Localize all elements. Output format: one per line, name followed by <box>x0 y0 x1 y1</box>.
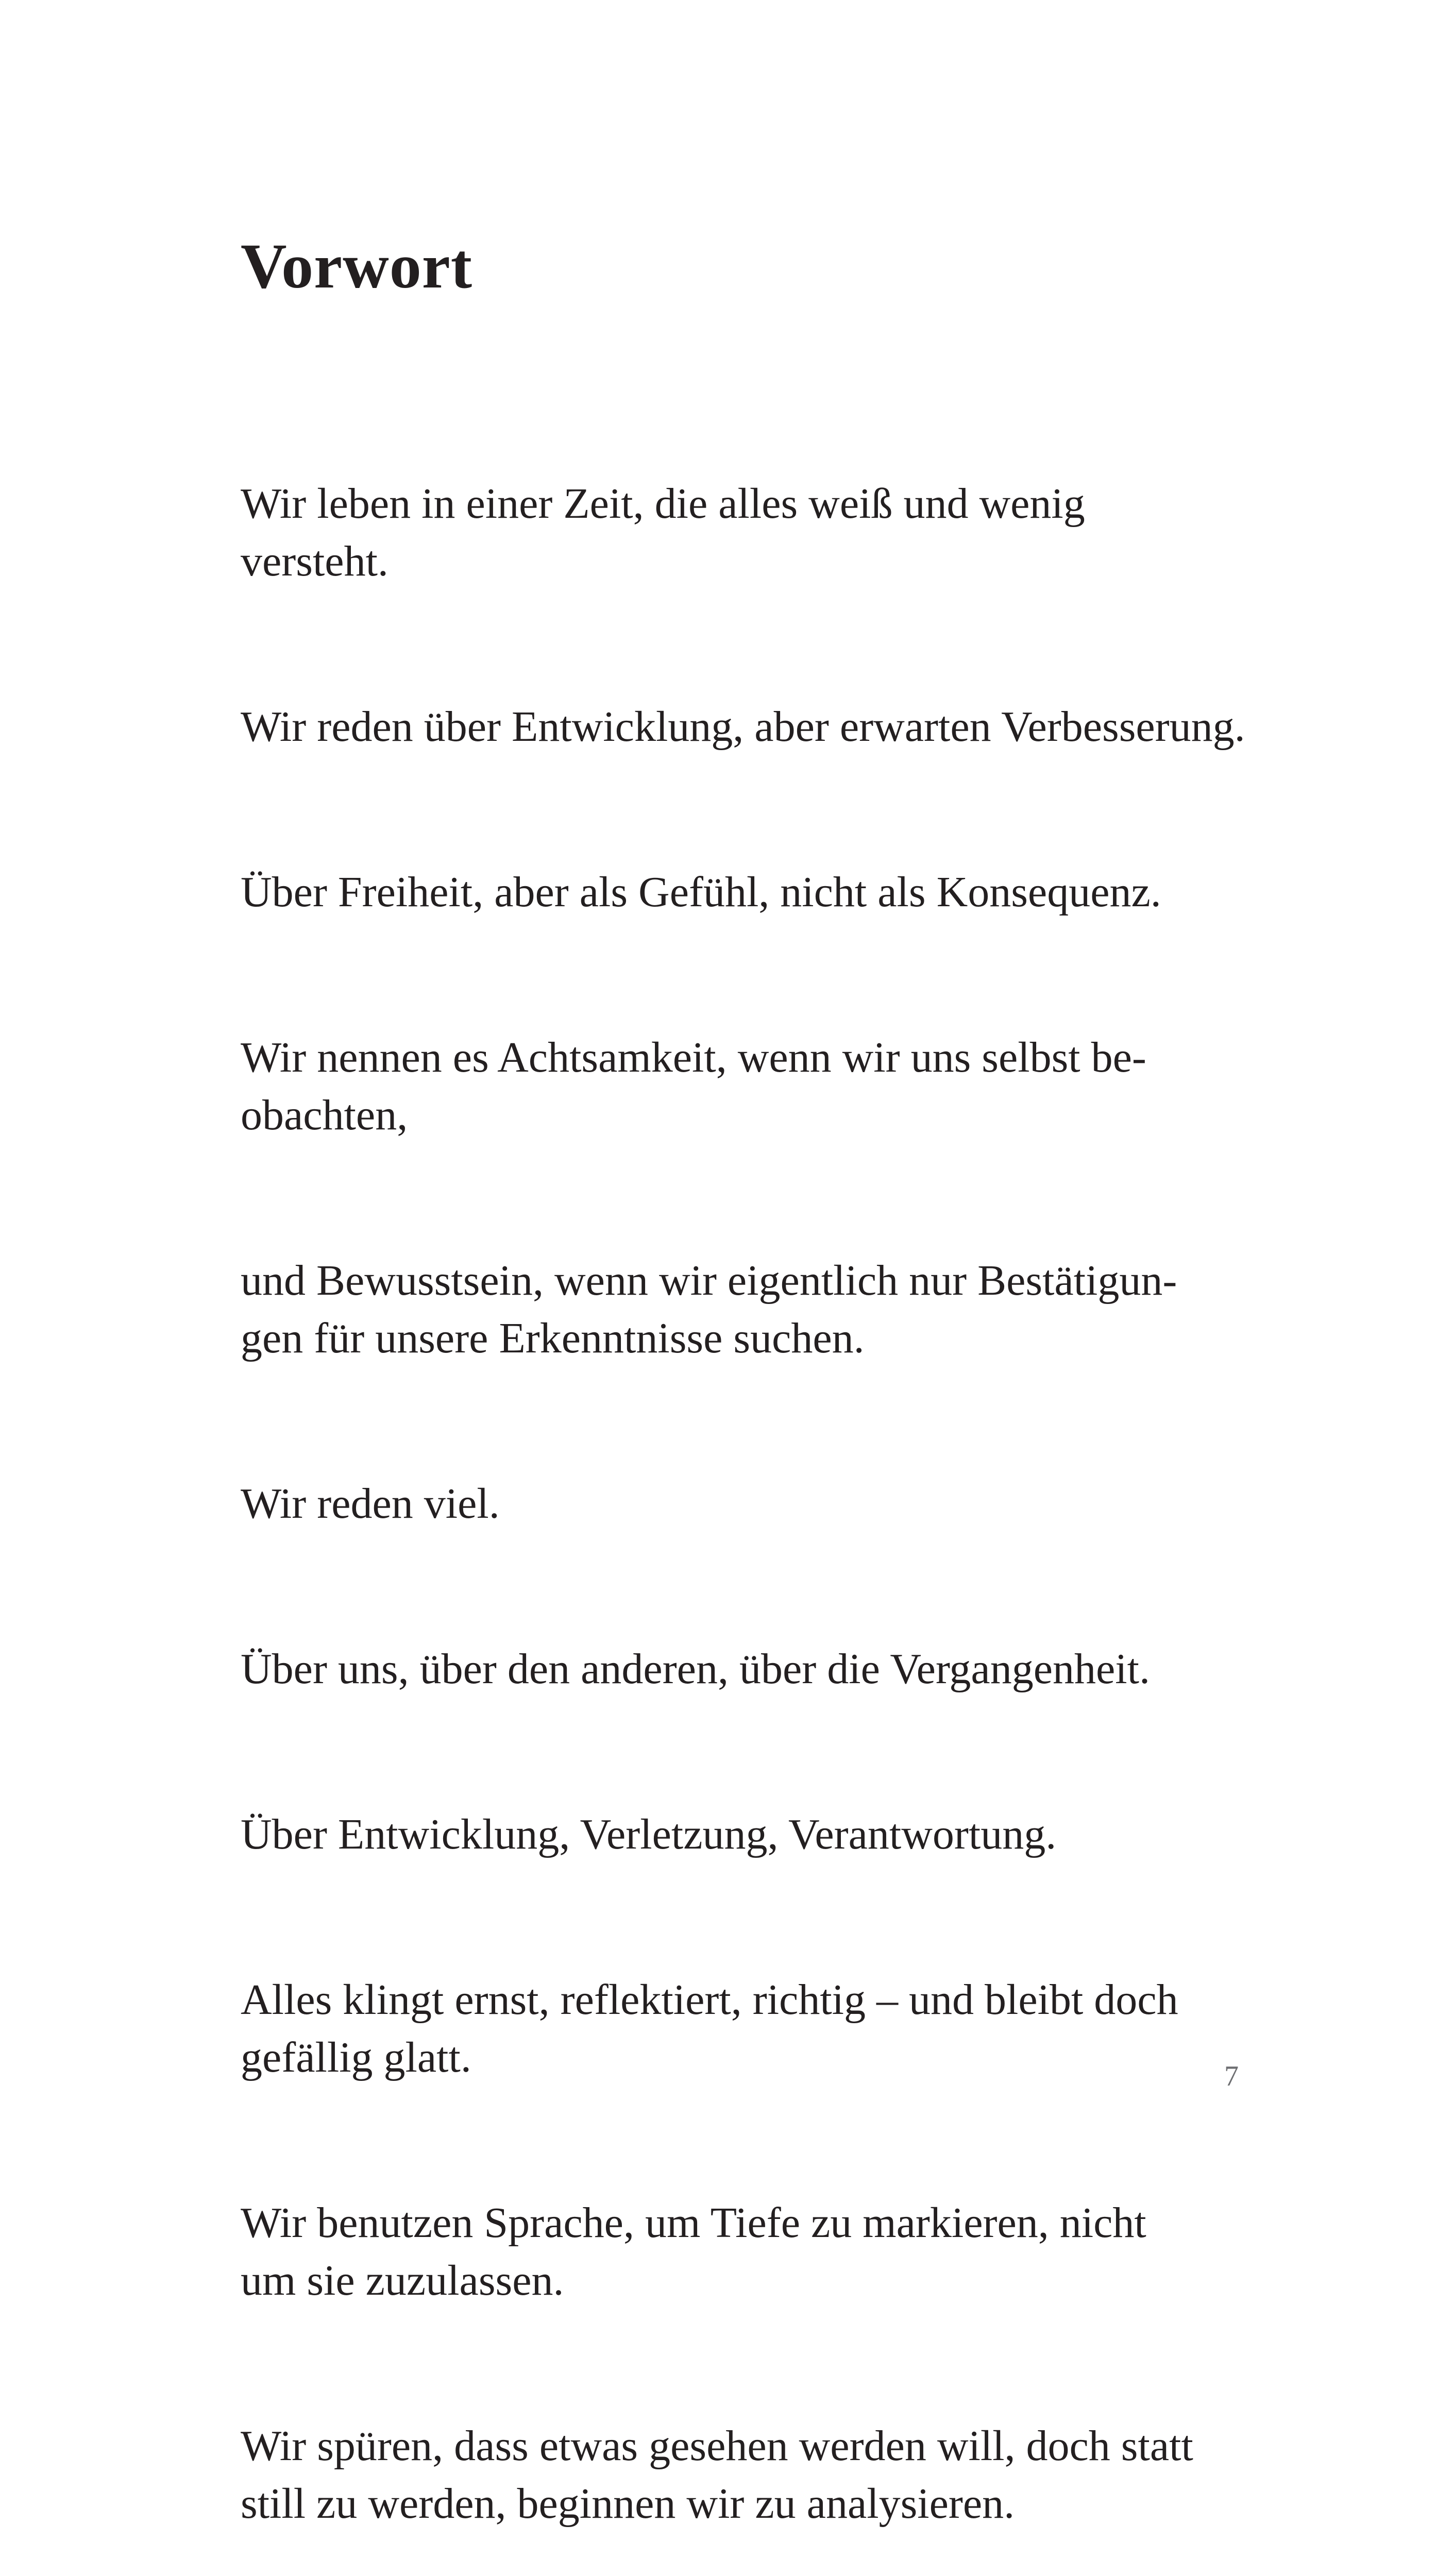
text-line: Über uns, über den anderen, über die Vergangenheit. <box>241 1645 1150 1693</box>
text-line: still zu werden, beginnen wir zu analysieren. <box>241 2480 1015 2528</box>
paragraph <box>241 2417 1261 2533</box>
body-text <box>241 475 1261 2576</box>
text-line: Wir leben in einer Zeit, die alles weiß und wenig <box>241 480 1085 528</box>
text-line: versteht. <box>241 537 388 585</box>
text-line: gen für unsere Erkenntnisse suchen. <box>241 1314 865 1362</box>
paragraph <box>241 1475 1261 1533</box>
text-line: Wir benutzen Sprache, um Tiefe zu markieren, nicht <box>241 2199 1146 2247</box>
paragraph <box>241 1806 1261 1863</box>
paragraph <box>241 1640 1261 1698</box>
text-line: und Bewusstsein, wenn wir eigentlich nur Bestätigun- <box>241 1257 1177 1304</box>
paragraph <box>241 1252 1261 1367</box>
chapter-title: Vorwort <box>241 231 473 301</box>
text-line: Über Freiheit, aber als Gefühl, nicht als Konsequenz. <box>241 868 1161 916</box>
text-line: gefällig glatt. <box>241 2033 471 2081</box>
text-line: obachten, <box>241 1091 408 1139</box>
paragraph <box>241 1971 1261 2087</box>
text-line: Wir reden über Entwicklung, aber erwarten Verbesserung. <box>241 703 1245 751</box>
text-line: Wir nennen es Achtsamkeit, wenn wir uns selbst be- <box>241 1033 1146 1081</box>
text-line: Alles klingt ernst, reflektiert, richtig – und bleibt doch <box>241 1976 1178 2024</box>
text-line: Wir spüren, dass etwas gesehen werden will, doch statt <box>241 2422 1193 2470</box>
text-line: Wir reden viel. <box>241 1480 500 1528</box>
paragraph <box>241 1029 1261 1144</box>
text-line: um sie zuzulassen. <box>241 2257 564 2304</box>
text-line: Über Entwicklung, Verletzung, Verantwortung. <box>241 1810 1057 1858</box>
paragraph <box>241 698 1261 756</box>
paragraph <box>241 475 1261 590</box>
page-number: 7 <box>1224 2060 1239 2092</box>
paragraph <box>241 2194 1261 2310</box>
paragraph <box>241 863 1261 921</box>
